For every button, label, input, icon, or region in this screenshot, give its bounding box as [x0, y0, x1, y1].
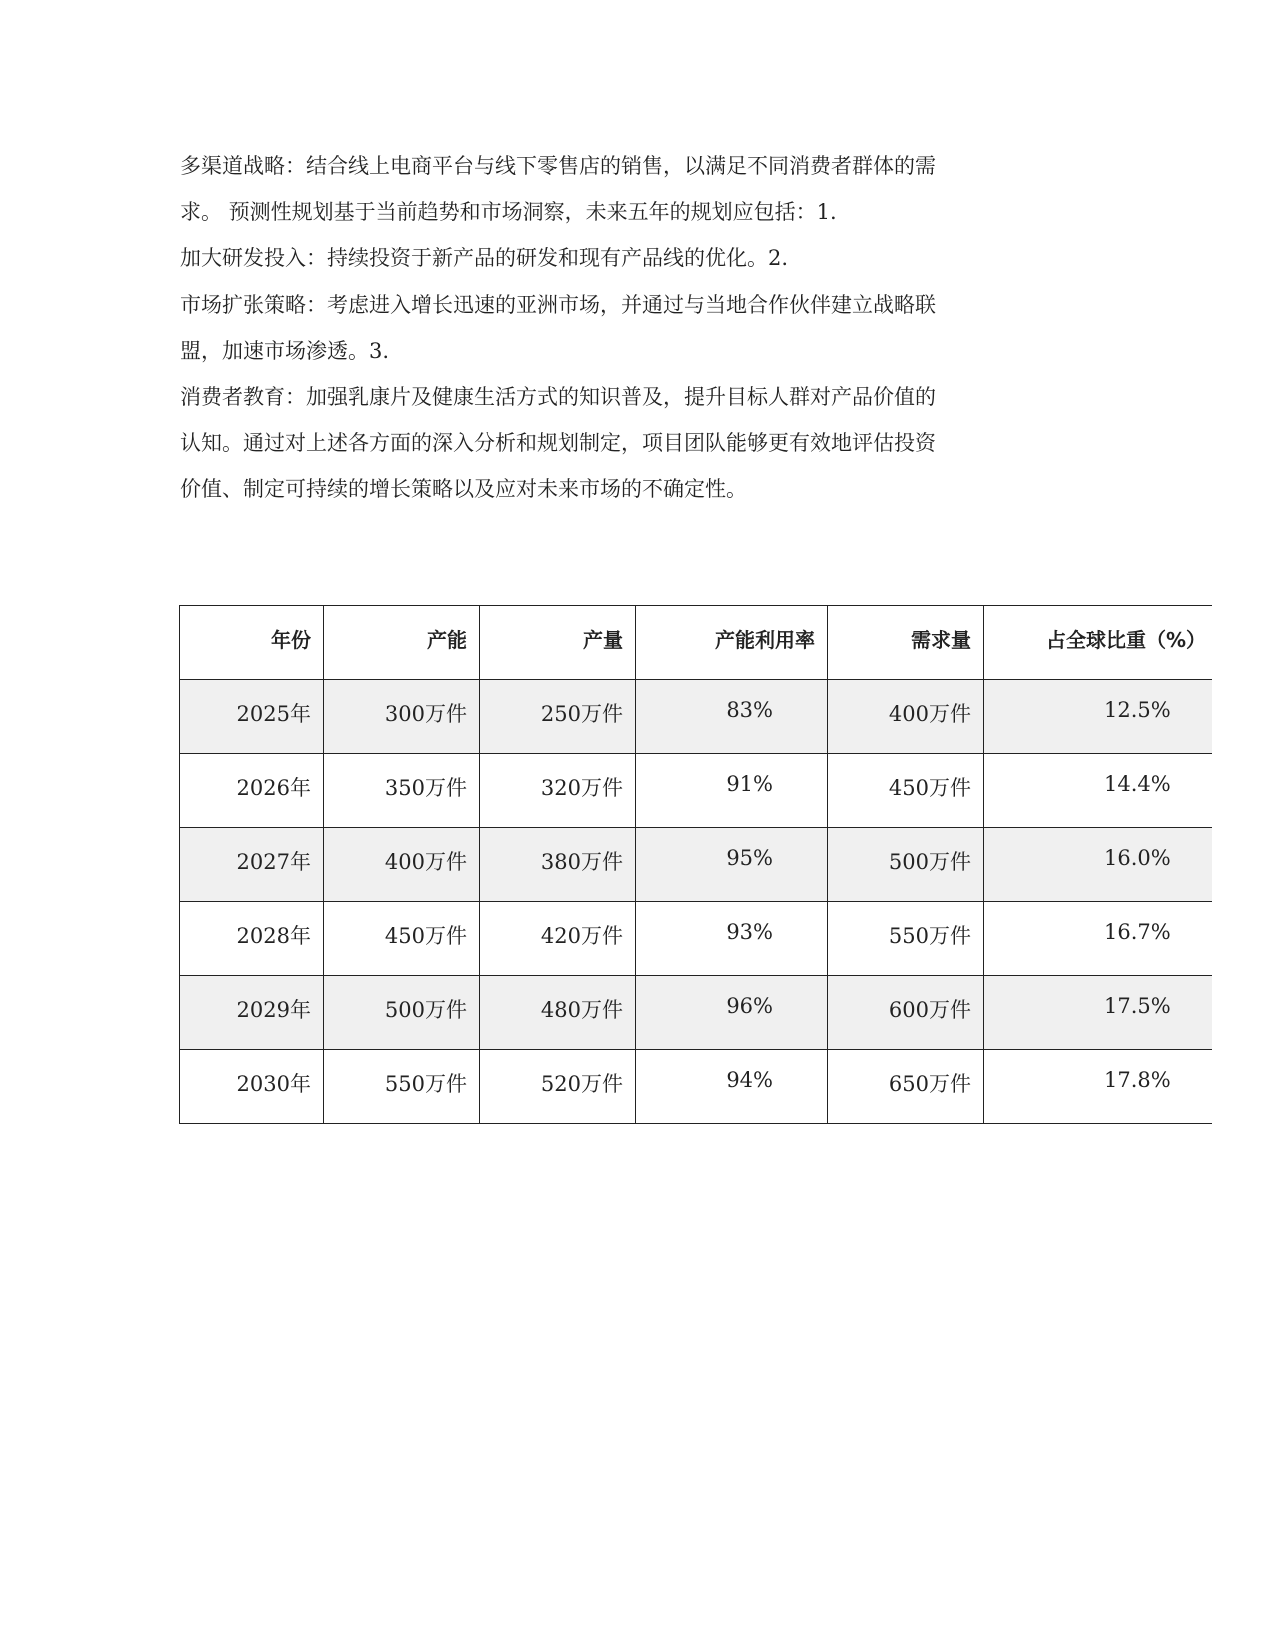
- cell-global-share: 17.8%: [984, 1050, 1213, 1124]
- cell-global-share: 17.5%: [984, 976, 1213, 1050]
- cell-year: 2027年: [180, 828, 324, 902]
- cell-utilization: 91%: [636, 754, 828, 828]
- cell-utilization: 94%: [636, 1050, 828, 1124]
- cell-year: 2030年: [180, 1050, 324, 1124]
- cell-output: 380万件: [480, 828, 636, 902]
- cell-utilization: 83%: [636, 680, 828, 754]
- cell-capacity: 450万件: [324, 902, 480, 976]
- cell-output: 480万件: [480, 976, 636, 1050]
- cell-utilization: 96%: [636, 976, 828, 1050]
- paragraph-line: 加大研发投入：持续投资于新产品的研发和现有产品线的优化。2.: [180, 246, 789, 271]
- table-header-row: [180, 606, 1213, 680]
- body-paragraph: [180, 143, 1050, 513]
- cell-demand: 650万件: [828, 1050, 984, 1124]
- cell-global-share: 16.0%: [984, 828, 1213, 902]
- paragraph-line: 认知。通过对上述各方面的深入分析和规划制定，项目团队能够更有效地评估投资: [180, 431, 936, 456]
- cell-demand: 550万件: [828, 902, 984, 976]
- cell-output: 420万件: [480, 902, 636, 976]
- paragraph-line: 盟，加速市场渗透。3.: [180, 338, 390, 363]
- header-year: 年份: [180, 606, 324, 680]
- table-row: [180, 828, 1213, 902]
- cell-demand: 600万件: [828, 976, 984, 1050]
- cell-global-share: 16.7%: [984, 902, 1213, 976]
- cell-capacity: 350万件: [324, 754, 480, 828]
- capacity-table: [179, 605, 1212, 1124]
- paragraph-line: 消费者教育：加强乳康片及健康生活方式的知识普及，提升目标人群对产品价值的: [180, 385, 936, 410]
- header-global-share: 占全球比重（%）: [984, 606, 1213, 680]
- cell-demand: 500万件: [828, 828, 984, 902]
- table-row: [180, 680, 1213, 754]
- paragraph-line: 价值、制定可持续的增长策略以及应对未来市场的不确定性。: [180, 477, 747, 502]
- header-output: 产量: [480, 606, 636, 680]
- header-capacity: 产能: [324, 606, 480, 680]
- table-row: [180, 902, 1213, 976]
- cell-output: 320万件: [480, 754, 636, 828]
- cell-capacity: 550万件: [324, 1050, 480, 1124]
- paragraph-line: 市场扩张策略：考虑进入增长迅速的亚洲市场，并通过与当地合作伙伴建立战略联: [180, 292, 936, 317]
- paragraph-line: 求。 预测性规划基于当前趋势和市场洞察，未来五年的规划应包括：1.: [180, 200, 837, 225]
- cell-demand: 450万件: [828, 754, 984, 828]
- cell-global-share: 12.5%: [984, 680, 1213, 754]
- cell-capacity: 400万件: [324, 828, 480, 902]
- capacity-table-wrapper: [179, 605, 1212, 1124]
- cell-year: 2025年: [180, 680, 324, 754]
- table-row: [180, 754, 1213, 828]
- cell-year: 2026年: [180, 754, 324, 828]
- header-utilization: 产能利用率: [636, 606, 828, 680]
- paragraph-line: 多渠道战略：结合线上电商平台与线下零售店的销售，以满足不同消费者群体的需: [180, 154, 936, 178]
- cell-output: 250万件: [480, 680, 636, 754]
- cell-demand: 400万件: [828, 680, 984, 754]
- cell-capacity: 500万件: [324, 976, 480, 1050]
- table-row: [180, 976, 1213, 1050]
- cell-output: 520万件: [480, 1050, 636, 1124]
- cell-utilization: 95%: [636, 828, 828, 902]
- cell-year: 2029年: [180, 976, 324, 1050]
- header-demand: 需求量: [828, 606, 984, 680]
- cell-global-share: 14.4%: [984, 754, 1213, 828]
- cell-year: 2028年: [180, 902, 324, 976]
- table-row: [180, 1050, 1213, 1124]
- cell-utilization: 93%: [636, 902, 828, 976]
- cell-capacity: 300万件: [324, 680, 480, 754]
